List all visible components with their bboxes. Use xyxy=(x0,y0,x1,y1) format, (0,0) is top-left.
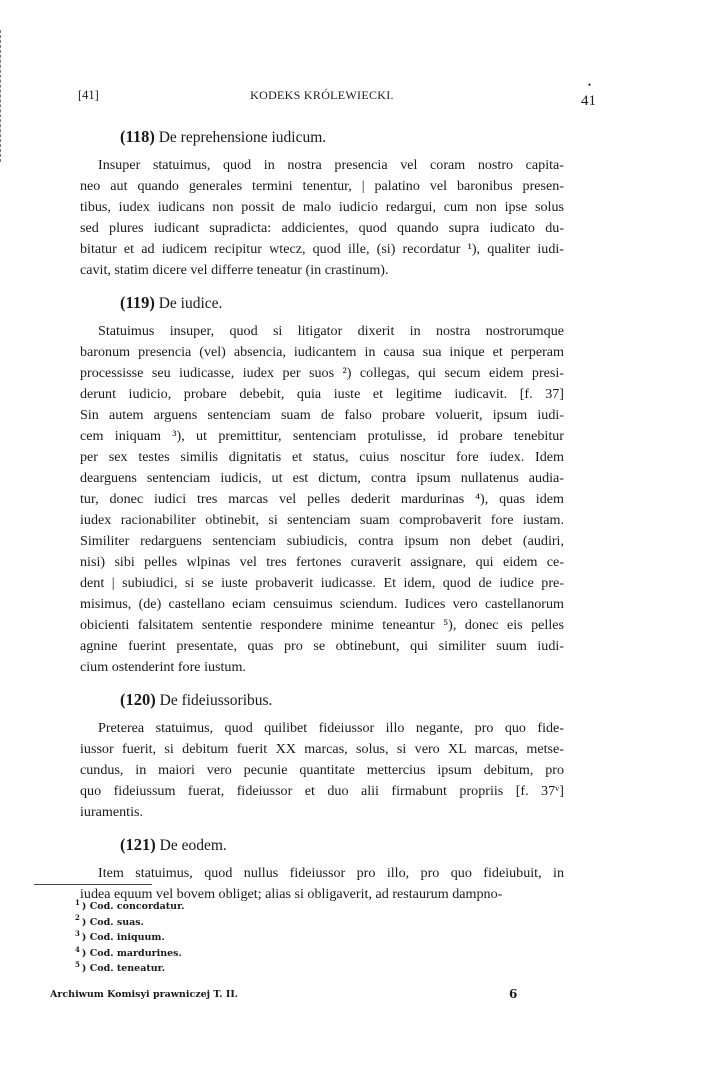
section-paragraph xyxy=(80,718,564,823)
footnote-paren: ) xyxy=(81,932,90,944)
page-number: 41 xyxy=(581,93,596,109)
text-line: agnine fuerint presentate, quas pro se obtinebunt, qui similiter suum iudi- xyxy=(80,638,564,654)
footnote-paren: ) xyxy=(81,963,90,975)
bracket-page-mark: [41] xyxy=(78,88,99,102)
footnote xyxy=(75,946,185,962)
footnote xyxy=(75,930,185,946)
text-line: derunt iudicio, probare debebit, quia iuste et legitime iudicavit. [f. 37] xyxy=(80,386,564,402)
section-title: De eodem. xyxy=(159,837,227,854)
text-line: Insuper statuimus, quod in nostra presencia vel coram nostro capita- xyxy=(98,157,564,173)
imprint-line: Archiwum Komisyi prawniczej T. II. xyxy=(50,989,239,1000)
text-line: cium ostenderint fore iustum. xyxy=(80,659,246,675)
text-line: cem iniquam ³), ut premittitur, sentenciam protulisse, id probare tenebitur xyxy=(80,428,564,444)
footnote-mark: 3 xyxy=(75,929,80,939)
footnote-mark: 4 xyxy=(75,944,80,954)
text-line: cundus, in maiori vero pecunie quantitate mettercius ipsum debitum, pro xyxy=(80,762,564,778)
text-line: Sin autem arguens sentenciam suam de falso probare voluerit, ipsum iudi- xyxy=(80,407,564,423)
text-line: Similiter redarguens sentenciam subiudicis, contra ipsum non debet (audiri, xyxy=(80,533,564,549)
text-line: sed plures iudicant supradicta: addicientes, quod quando supra iudicato du- xyxy=(80,220,564,236)
footnote-text: Cod. suas. xyxy=(89,916,144,928)
footnote-text: Cod. mardurines. xyxy=(89,947,182,959)
footnote-mark: 2 xyxy=(75,913,80,923)
footnote-rule xyxy=(34,884,152,885)
section-heading xyxy=(120,126,564,149)
footnote-text: Cod. iniquum. xyxy=(89,932,165,944)
footnote-mark: 1 xyxy=(75,897,80,907)
text-line: processisse seu iudicasse, iudex per suos ²) collegas, qui secum eidem presi- xyxy=(80,365,564,381)
section-heading xyxy=(120,689,564,712)
signature-number: 6 xyxy=(509,987,518,1001)
footnote-text: Cod. concordatur. xyxy=(89,901,185,912)
footnote-mark: 5 xyxy=(75,960,80,970)
text-line: cavit, statim dicere vel differre teneatur (in crastinum). xyxy=(80,262,389,278)
footnote-text: Cod. teneatur. xyxy=(89,963,166,975)
text-line: iudex racionabiliter obtinebit, si sentenciam suam comprobaverit fore iustam. xyxy=(80,512,564,528)
text-line: nisi) sibi pelles wlpinas vel tres fertones curaverit assignare, qui eidem ce- xyxy=(80,554,564,570)
section-title: De iudice. xyxy=(158,295,223,312)
text-line: dearguens sentenciam iudicis, ut est dictum, contra ipsum nullatenus audia- xyxy=(80,470,564,486)
footnote xyxy=(75,915,185,931)
footnote xyxy=(75,899,185,915)
scan-edge xyxy=(0,30,3,162)
section-title: De fideiussoribus. xyxy=(159,692,273,709)
footnote-paren: ) xyxy=(81,916,90,928)
text-line: iussor fuerit, si debitum fuerit XX marcas, solus, si vero XL marcas, metse- xyxy=(80,741,564,757)
section-number: (121) xyxy=(120,835,156,854)
section-title: De reprehensione iudicum. xyxy=(158,129,327,146)
text-line: neo aut quando generales termini tenentur, | palatino vel baronibus presen- xyxy=(80,178,564,194)
text-line: Item statuimus, quod nullus fideiussor pro illo, pro quo fideiubuit, in xyxy=(98,865,564,881)
footnotes xyxy=(75,899,185,977)
section-number: (118) xyxy=(120,127,155,146)
text-line: per sex testes similis dignitatis et status, cuius noscitur fore iudex. Idem xyxy=(80,449,564,465)
footnote-paren: ) xyxy=(81,901,90,912)
text-line: baronum presencia (vel) absencia, iudicantem in causa sua inique et perperam xyxy=(80,344,564,360)
section-paragraph xyxy=(80,155,564,281)
text-line: bitatur et ad iudicem recipitur wtecz, quod ille, (si) recordatur ¹), qualiter iudi- xyxy=(80,241,564,257)
text-line: obicienti falsitatem sententie respondere minime teneantur ⁵), donec eis pelles xyxy=(80,617,564,633)
text-line: iudea equum vel bovem obliget; alias si obligaverit, ad restaurum dampno- xyxy=(80,886,503,902)
text-line: quo fideiussum fuerat, fideiussor et duo alii firmabunt propriis [f. 37ᵛ] xyxy=(80,783,564,799)
section-heading xyxy=(120,292,564,315)
text-line: iuramentis. xyxy=(80,804,144,820)
footnote xyxy=(75,961,185,977)
section-number: (120) xyxy=(120,690,156,709)
text-line: tur, donec iudici tres marcas vel pelles dederit mardurinas ⁴), quas idem xyxy=(80,491,564,507)
text-line: tibus, iudex iudicans non possit de malo iudicio redargui, cum non ipse solus xyxy=(80,199,564,215)
section-paragraph xyxy=(80,321,564,678)
text-line: dent | subiudici, si se iuste probaverit iudicasse. Et idem, quod de iudice pre- xyxy=(80,575,564,591)
text-line: misimus, (de) castellano eciam censuimus sciendum. Iudices vero castellanorum xyxy=(80,596,564,612)
main-text xyxy=(80,126,564,916)
footnote-paren: ) xyxy=(81,947,90,959)
text-line: Statuimus insuper, quod si litigator dixerit in nostra nostrorumque xyxy=(98,323,564,339)
print-dot: • xyxy=(587,80,591,90)
running-title: KODEKS KRÓLEWIECKI. xyxy=(250,88,394,102)
running-head xyxy=(78,80,596,112)
section-number: (119) xyxy=(120,293,155,312)
section-heading xyxy=(120,834,564,857)
text-line: Preterea statuimus, quod quilibet fideiussor illo negante, pro quo fide- xyxy=(98,720,564,736)
